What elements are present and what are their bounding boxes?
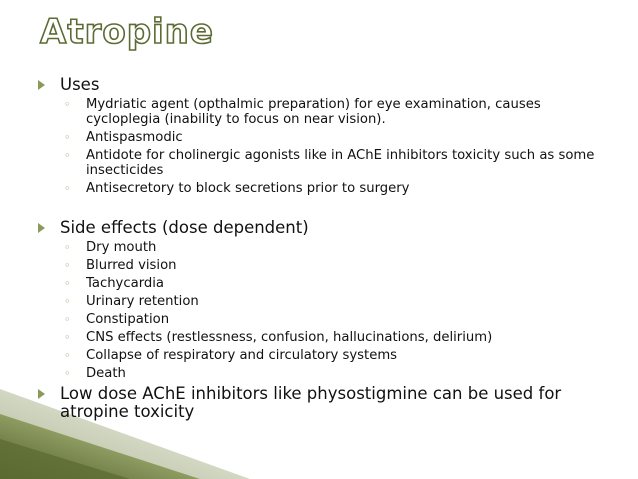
list-item: ◦ Antidote for cholinergic agonists like in AChE inhibitors toxicity such as some insecticides — [64, 148, 595, 178]
list-item: ◦ Antispasmodic — [64, 130, 183, 145]
circle-bullet-icon: ◦ — [64, 295, 71, 308]
circle-bullet-icon: ◦ — [64, 313, 71, 326]
circle-bullet-icon: ◦ — [64, 277, 71, 290]
circle-bullet-icon: ◦ — [64, 98, 71, 111]
list-item: ◦ Collapse of respiratory and circulatory systems — [64, 348, 398, 363]
list-item: ◦ Mydriatic agent (opthalmic preparation) for eye examination, causes cycloplegia (inability to focus on near vision). — [64, 97, 541, 127]
arrow-bullet-icon — [38, 80, 45, 90]
list-item: ◦ Constipation — [64, 312, 170, 327]
section-heading: Low dose AChE inhibitors like physostigmine can be used for atropine toxicity — [60, 384, 562, 421]
circle-bullet-icon: ◦ — [64, 349, 71, 362]
circle-bullet-icon: ◦ — [64, 149, 71, 162]
circle-bullet-icon: ◦ — [64, 131, 71, 144]
list-item: ◦ Tachycardia — [64, 276, 165, 291]
arrow-bullet-icon — [38, 389, 45, 399]
section-heading: Side effects (dose dependent) — [60, 218, 309, 237]
circle-bullet-icon: ◦ — [64, 331, 71, 344]
list-item: ◦ Dry mouth — [64, 240, 157, 255]
list-item: ◦ Death — [64, 366, 126, 381]
list-item: ◦ Blurred vision — [64, 258, 177, 273]
circle-bullet-icon: ◦ — [64, 259, 71, 272]
side-effects-list — [38, 240, 618, 381]
section-uses — [38, 76, 618, 196]
section-heading: Uses — [60, 75, 100, 94]
section-toxicity-treatment — [38, 385, 618, 421]
list-item: ◦ Antisecretory to block secretions prior to surgery — [64, 181, 410, 196]
list-item: ◦ CNS effects (restlessness, confusion, hallucinations, delirium) — [64, 330, 493, 345]
circle-bullet-icon: ◦ — [64, 182, 71, 195]
slide-content — [38, 76, 618, 424]
section-side-effects — [38, 219, 618, 381]
slide-title: Atropine — [40, 12, 214, 52]
arrow-bullet-icon — [38, 223, 45, 233]
list-item: ◦ Urinary retention — [64, 294, 199, 309]
circle-bullet-icon: ◦ — [64, 367, 71, 380]
uses-list — [38, 97, 618, 196]
circle-bullet-icon: ◦ — [64, 241, 71, 254]
